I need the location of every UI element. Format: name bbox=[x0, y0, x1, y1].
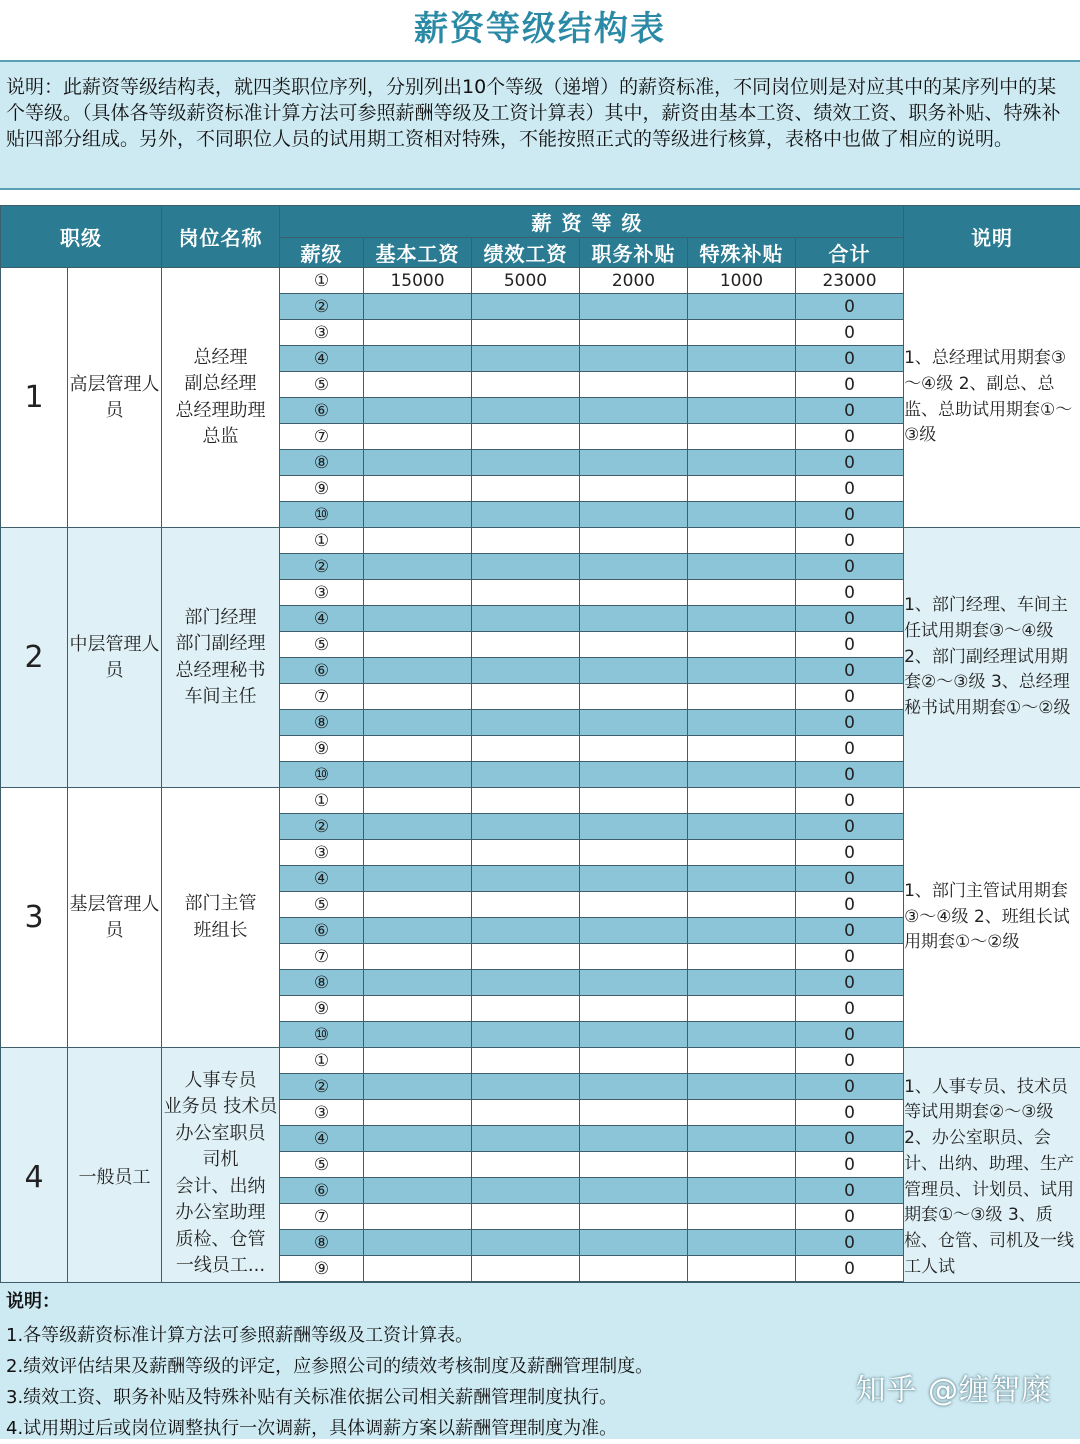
performance-cell bbox=[472, 762, 580, 788]
total-cell: 0 bbox=[796, 502, 904, 528]
total-cell: 0 bbox=[796, 294, 904, 320]
performance-cell bbox=[472, 944, 580, 970]
performance-cell bbox=[472, 1178, 580, 1204]
performance-cell bbox=[472, 866, 580, 892]
duty-cell bbox=[580, 736, 688, 762]
performance-cell bbox=[472, 398, 580, 424]
performance-cell bbox=[472, 710, 580, 736]
total-cell: 0 bbox=[796, 450, 904, 476]
base-cell bbox=[364, 762, 472, 788]
grade-mark: ⑥ bbox=[280, 398, 364, 424]
duty-cell bbox=[580, 1074, 688, 1100]
base-cell bbox=[364, 502, 472, 528]
grade-mark: ④ bbox=[280, 1126, 364, 1152]
duty-cell bbox=[580, 476, 688, 502]
special-cell bbox=[688, 398, 796, 424]
special-cell bbox=[688, 580, 796, 606]
special-cell bbox=[688, 294, 796, 320]
level-number: 3 bbox=[1, 788, 68, 1048]
position-name: 班组长 bbox=[162, 918, 279, 945]
base-cell bbox=[364, 606, 472, 632]
grade-mark: ② bbox=[280, 294, 364, 320]
special-cell bbox=[688, 788, 796, 814]
performance-cell bbox=[472, 1256, 580, 1282]
performance-cell bbox=[472, 476, 580, 502]
duty-cell bbox=[580, 294, 688, 320]
base-cell bbox=[364, 1100, 472, 1126]
grade-mark: ② bbox=[280, 554, 364, 580]
performance-cell bbox=[472, 1100, 580, 1126]
performance-cell bbox=[472, 606, 580, 632]
performance-cell bbox=[472, 684, 580, 710]
grade-mark: ① bbox=[280, 528, 364, 554]
duty-cell bbox=[580, 528, 688, 554]
base-cell bbox=[364, 710, 472, 736]
performance-cell bbox=[472, 814, 580, 840]
total-cell: 0 bbox=[796, 320, 904, 346]
performance-cell bbox=[472, 840, 580, 866]
special-cell bbox=[688, 736, 796, 762]
base-cell bbox=[364, 1074, 472, 1100]
performance-cell bbox=[472, 294, 580, 320]
total-cell: 0 bbox=[796, 996, 904, 1022]
duty-cell bbox=[580, 606, 688, 632]
special-cell bbox=[688, 528, 796, 554]
total-cell: 0 bbox=[796, 892, 904, 918]
performance-cell bbox=[472, 658, 580, 684]
duty-cell bbox=[580, 398, 688, 424]
grade-mark: ② bbox=[280, 1074, 364, 1100]
position-name: 部门主管 bbox=[162, 891, 279, 918]
grade-mark: ③ bbox=[280, 1100, 364, 1126]
duty-cell bbox=[580, 424, 688, 450]
base-cell bbox=[364, 632, 472, 658]
total-cell: 0 bbox=[796, 1230, 904, 1256]
salary-table-body bbox=[1, 268, 1080, 1308]
page-title: 薪资等级结构表 bbox=[0, 0, 1080, 58]
special-cell bbox=[688, 840, 796, 866]
base-cell bbox=[364, 398, 472, 424]
total-cell: 0 bbox=[796, 372, 904, 398]
total-cell: 0 bbox=[796, 918, 904, 944]
duty-cell bbox=[580, 554, 688, 580]
performance-cell bbox=[472, 1126, 580, 1152]
grade-mark: ④ bbox=[280, 606, 364, 632]
performance-cell bbox=[472, 580, 580, 606]
total-cell: 0 bbox=[796, 684, 904, 710]
base-cell bbox=[364, 684, 472, 710]
grade-mark: ⑨ bbox=[280, 476, 364, 502]
total-cell: 0 bbox=[796, 1256, 904, 1282]
special-cell bbox=[688, 866, 796, 892]
position-name: 业务员 技术员 bbox=[162, 1094, 279, 1121]
grade-mark: ⑨ bbox=[280, 1256, 364, 1282]
special-cell bbox=[688, 1256, 796, 1282]
base-cell bbox=[364, 1048, 472, 1074]
grade-mark: ④ bbox=[280, 866, 364, 892]
watermark: 知乎 @缠智糜 bbox=[855, 1365, 1052, 1409]
performance-cell bbox=[472, 996, 580, 1022]
base-cell bbox=[364, 372, 472, 398]
total-cell: 0 bbox=[796, 346, 904, 372]
duty-cell bbox=[580, 710, 688, 736]
base-cell bbox=[364, 554, 472, 580]
special-cell bbox=[688, 450, 796, 476]
base-cell bbox=[364, 944, 472, 970]
special-cell bbox=[688, 1230, 796, 1256]
special-cell bbox=[688, 1126, 796, 1152]
base-cell bbox=[364, 580, 472, 606]
special-cell bbox=[688, 372, 796, 398]
grade-mark: ⑤ bbox=[280, 372, 364, 398]
duty-cell bbox=[580, 684, 688, 710]
level-number: 4 bbox=[1, 1048, 68, 1308]
performance-cell bbox=[472, 372, 580, 398]
header-salary-group: 薪资等级 bbox=[280, 206, 904, 238]
position-name: 副总经理 bbox=[162, 371, 279, 398]
base-cell bbox=[364, 1204, 472, 1230]
duty-cell bbox=[580, 762, 688, 788]
total-cell: 0 bbox=[796, 762, 904, 788]
probation-note: 1、人事专员、技术员等试用期套②～③级 2、办公室职员、会计、出纳、助理、生产管理员、计划员、试用期套①～③级 3、质检、仓管、司机及一线工人试 bbox=[904, 1048, 1080, 1308]
special-cell bbox=[688, 762, 796, 788]
duty-cell bbox=[580, 450, 688, 476]
total-cell: 0 bbox=[796, 1074, 904, 1100]
total-cell: 0 bbox=[796, 1100, 904, 1126]
total-cell: 0 bbox=[796, 424, 904, 450]
grade-mark: ⑨ bbox=[280, 736, 364, 762]
grade-mark: ① bbox=[280, 268, 364, 294]
performance-cell bbox=[472, 1022, 580, 1048]
special-cell bbox=[688, 710, 796, 736]
base-cell bbox=[364, 840, 472, 866]
performance-cell bbox=[472, 736, 580, 762]
position-names bbox=[162, 268, 280, 528]
performance-cell bbox=[472, 450, 580, 476]
base-cell bbox=[364, 1152, 472, 1178]
grade-mark: ⑤ bbox=[280, 892, 364, 918]
total-cell: 0 bbox=[796, 736, 904, 762]
duty-cell bbox=[580, 1204, 688, 1230]
header-grade: 薪级 bbox=[280, 238, 364, 268]
base-cell bbox=[364, 1022, 472, 1048]
base-cell bbox=[364, 320, 472, 346]
grade-mark: ⑩ bbox=[280, 762, 364, 788]
duty-cell bbox=[580, 1022, 688, 1048]
grade-mark: ③ bbox=[280, 320, 364, 346]
duty-cell bbox=[580, 502, 688, 528]
level-category: 一般员工 bbox=[68, 1048, 162, 1308]
header-duty: 职务补贴 bbox=[580, 238, 688, 268]
header-position: 岗位名称 bbox=[162, 206, 280, 268]
probation-note: 1、部门经理、车间主任试用期套③～④级 2、部门副经理试用期套②～③级 3、总经理秘书试用期套①～②级 bbox=[904, 528, 1080, 788]
base-cell bbox=[364, 892, 472, 918]
level-number: 2 bbox=[1, 528, 68, 788]
position-name: 总监 bbox=[162, 424, 279, 451]
position-name: 总经理秘书 bbox=[162, 658, 279, 685]
special-cell bbox=[688, 996, 796, 1022]
probation-note: 1、总经理试用期套③～④级 2、副总、总监、总助试用期套①～③级 bbox=[904, 268, 1080, 528]
total-cell: 0 bbox=[796, 398, 904, 424]
position-name: 会计、出纳 bbox=[162, 1174, 279, 1201]
footer-line: 3.绩效工资、职务补贴及特殊补贴有关标准依据公司相关薪酬管理制度执行。 bbox=[6, 1383, 1074, 1413]
base-cell: 15000 bbox=[364, 268, 472, 294]
table-row bbox=[1, 268, 1080, 294]
position-name: 一线员工... bbox=[162, 1253, 279, 1280]
total-cell: 0 bbox=[796, 970, 904, 996]
footer-line: 2.绩效评估结果及薪酬等级的评定，应参照公司的绩效考核制度及薪酬管理制度。 bbox=[6, 1352, 1074, 1382]
header-level: 职级 bbox=[1, 206, 162, 268]
header-special: 特殊补贴 bbox=[688, 238, 796, 268]
position-name: 车间主任 bbox=[162, 684, 279, 711]
base-cell bbox=[364, 476, 472, 502]
performance-cell bbox=[472, 1230, 580, 1256]
grade-mark: ⑤ bbox=[280, 1152, 364, 1178]
duty-cell bbox=[580, 996, 688, 1022]
total-cell: 0 bbox=[796, 1022, 904, 1048]
base-cell bbox=[364, 814, 472, 840]
grade-mark: ⑩ bbox=[280, 502, 364, 528]
total-cell: 0 bbox=[796, 632, 904, 658]
duty-cell bbox=[580, 1100, 688, 1126]
duty-cell bbox=[580, 632, 688, 658]
footer-line: 4.试用期过后或岗位调整执行一次调薪，具体调薪方案以薪酬管理制度为准。 bbox=[6, 1414, 1074, 1444]
special-cell bbox=[688, 1048, 796, 1074]
base-cell bbox=[364, 294, 472, 320]
total-cell: 0 bbox=[796, 1126, 904, 1152]
special-cell bbox=[688, 814, 796, 840]
special-cell bbox=[688, 892, 796, 918]
special-cell bbox=[688, 1178, 796, 1204]
grade-mark: ⑦ bbox=[280, 684, 364, 710]
special-cell bbox=[688, 346, 796, 372]
special-cell bbox=[688, 632, 796, 658]
table-row bbox=[1, 788, 1080, 814]
grade-mark: ① bbox=[280, 788, 364, 814]
base-cell bbox=[364, 424, 472, 450]
salary-grade-table bbox=[0, 205, 1080, 1308]
position-name: 部门经理 bbox=[162, 605, 279, 632]
position-name: 部门副经理 bbox=[162, 631, 279, 658]
table-row bbox=[1, 528, 1080, 554]
duty-cell bbox=[580, 1048, 688, 1074]
position-name: 办公室职员 bbox=[162, 1121, 279, 1148]
special-cell bbox=[688, 1152, 796, 1178]
grade-mark: ② bbox=[280, 814, 364, 840]
total-cell: 0 bbox=[796, 866, 904, 892]
grade-mark: ③ bbox=[280, 840, 364, 866]
grade-mark: ⑧ bbox=[280, 970, 364, 996]
footer-notes bbox=[0, 1282, 1080, 1439]
special-cell bbox=[688, 502, 796, 528]
level-category: 高层管理人员 bbox=[68, 268, 162, 528]
special-cell: 1000 bbox=[688, 268, 796, 294]
base-cell bbox=[364, 1178, 472, 1204]
total-cell: 0 bbox=[796, 944, 904, 970]
base-cell bbox=[364, 918, 472, 944]
performance-cell bbox=[472, 918, 580, 944]
probation-note: 1、部门主管试用期套③～④级 2、班组长试用期套①～②级 bbox=[904, 788, 1080, 1048]
duty-cell bbox=[580, 658, 688, 684]
base-cell bbox=[364, 866, 472, 892]
position-name: 办公室助理 bbox=[162, 1200, 279, 1227]
base-cell bbox=[364, 1256, 472, 1282]
position-name: 人事专员 bbox=[162, 1068, 279, 1095]
grade-mark: ⑤ bbox=[280, 632, 364, 658]
duty-cell bbox=[580, 970, 688, 996]
duty-cell bbox=[580, 814, 688, 840]
duty-cell bbox=[580, 788, 688, 814]
duty-cell bbox=[580, 320, 688, 346]
duty-cell bbox=[580, 1256, 688, 1282]
level-category: 中层管理人员 bbox=[68, 528, 162, 788]
position-names bbox=[162, 528, 280, 788]
performance-cell bbox=[472, 1204, 580, 1230]
special-cell bbox=[688, 554, 796, 580]
base-cell bbox=[364, 658, 472, 684]
total-cell: 0 bbox=[796, 606, 904, 632]
performance-cell bbox=[472, 1048, 580, 1074]
header-note: 说明 bbox=[904, 206, 1080, 268]
base-cell bbox=[364, 1230, 472, 1256]
grade-mark: ① bbox=[280, 1048, 364, 1074]
total-cell: 0 bbox=[796, 554, 904, 580]
duty-cell bbox=[580, 1178, 688, 1204]
grade-mark: ④ bbox=[280, 346, 364, 372]
performance-cell bbox=[472, 892, 580, 918]
special-cell bbox=[688, 606, 796, 632]
special-cell bbox=[688, 476, 796, 502]
grade-mark: ⑥ bbox=[280, 1178, 364, 1204]
duty-cell bbox=[580, 840, 688, 866]
duty-cell bbox=[580, 1152, 688, 1178]
performance-cell bbox=[472, 528, 580, 554]
performance-cell bbox=[472, 632, 580, 658]
base-cell bbox=[364, 346, 472, 372]
special-cell bbox=[688, 1074, 796, 1100]
grade-mark: ⑧ bbox=[280, 710, 364, 736]
duty-cell bbox=[580, 866, 688, 892]
duty-cell bbox=[580, 1126, 688, 1152]
header-performance: 绩效工资 bbox=[472, 238, 580, 268]
base-cell bbox=[364, 736, 472, 762]
performance-cell bbox=[472, 320, 580, 346]
base-cell bbox=[364, 1126, 472, 1152]
performance-cell bbox=[472, 1074, 580, 1100]
performance-cell bbox=[472, 346, 580, 372]
level-number: 1 bbox=[1, 268, 68, 528]
header-base: 基本工资 bbox=[364, 238, 472, 268]
total-cell: 0 bbox=[796, 528, 904, 554]
base-cell bbox=[364, 528, 472, 554]
performance-cell bbox=[472, 970, 580, 996]
position-name: 质检、仓管 bbox=[162, 1227, 279, 1254]
base-cell bbox=[364, 450, 472, 476]
special-cell bbox=[688, 684, 796, 710]
grade-mark: ⑩ bbox=[280, 1022, 364, 1048]
special-cell bbox=[688, 1100, 796, 1126]
performance-cell bbox=[472, 1152, 580, 1178]
performance-cell bbox=[472, 502, 580, 528]
duty-cell bbox=[580, 346, 688, 372]
performance-cell: 5000 bbox=[472, 268, 580, 294]
total-cell: 0 bbox=[796, 814, 904, 840]
footer-heading: 说明： bbox=[6, 1287, 1074, 1317]
duty-cell bbox=[580, 580, 688, 606]
duty-cell bbox=[580, 1230, 688, 1256]
total-cell: 0 bbox=[796, 1152, 904, 1178]
total-cell: 0 bbox=[796, 658, 904, 684]
special-cell bbox=[688, 918, 796, 944]
grade-mark: ⑥ bbox=[280, 918, 364, 944]
header-total: 合计 bbox=[796, 238, 904, 268]
base-cell bbox=[364, 996, 472, 1022]
grade-mark: ⑧ bbox=[280, 1230, 364, 1256]
position-name: 总经理 bbox=[162, 345, 279, 372]
total-cell: 0 bbox=[796, 476, 904, 502]
duty-cell: 2000 bbox=[580, 268, 688, 294]
special-cell bbox=[688, 944, 796, 970]
grade-mark: ⑨ bbox=[280, 996, 364, 1022]
special-cell bbox=[688, 320, 796, 346]
grade-mark: ⑧ bbox=[280, 450, 364, 476]
position-name: 司机 bbox=[162, 1147, 279, 1174]
grade-mark: ③ bbox=[280, 580, 364, 606]
total-cell: 0 bbox=[796, 1178, 904, 1204]
base-cell bbox=[364, 970, 472, 996]
total-cell: 0 bbox=[796, 1204, 904, 1230]
position-names bbox=[162, 1048, 280, 1308]
level-category: 基层管理人员 bbox=[68, 788, 162, 1048]
total-cell: 0 bbox=[796, 840, 904, 866]
grade-mark: ⑦ bbox=[280, 944, 364, 970]
duty-cell bbox=[580, 892, 688, 918]
base-cell bbox=[364, 788, 472, 814]
performance-cell bbox=[472, 424, 580, 450]
total-cell: 0 bbox=[796, 710, 904, 736]
special-cell bbox=[688, 1204, 796, 1230]
grade-mark: ⑦ bbox=[280, 1204, 364, 1230]
special-cell bbox=[688, 1022, 796, 1048]
grade-mark: ⑥ bbox=[280, 658, 364, 684]
duty-cell bbox=[580, 918, 688, 944]
grade-mark: ⑦ bbox=[280, 424, 364, 450]
total-cell: 0 bbox=[796, 788, 904, 814]
duty-cell bbox=[580, 944, 688, 970]
performance-cell bbox=[472, 788, 580, 814]
total-cell: 23000 bbox=[796, 268, 904, 294]
total-cell: 0 bbox=[796, 1048, 904, 1074]
duty-cell bbox=[580, 372, 688, 398]
total-cell: 0 bbox=[796, 580, 904, 606]
special-cell bbox=[688, 970, 796, 996]
position-name: 总经理助理 bbox=[162, 398, 279, 425]
performance-cell bbox=[472, 554, 580, 580]
special-cell bbox=[688, 424, 796, 450]
special-cell bbox=[688, 658, 796, 684]
intro-description: 说明：此薪资等级结构表，就四类职位序列，分别列出10个等级（递增）的薪资标准，不同岗位则是对应其中的某序列中的某个等级。（具体各等级薪资标准计算方法可参照薪酬等级及工资计算表）其中，薪资由基本工资、绩效工资、职务补贴、特殊补贴四部分组成。另外，不同职位人员的试用期工资相对特殊，不能按照正式的等级进行核算，表格中也做了相应的说明。 bbox=[0, 60, 1080, 190]
table-row bbox=[1, 1048, 1080, 1074]
footer-line: 1.各等级薪资标准计算方法可参照薪酬等级及工资计算表。 bbox=[6, 1321, 1074, 1351]
position-names bbox=[162, 788, 280, 1048]
